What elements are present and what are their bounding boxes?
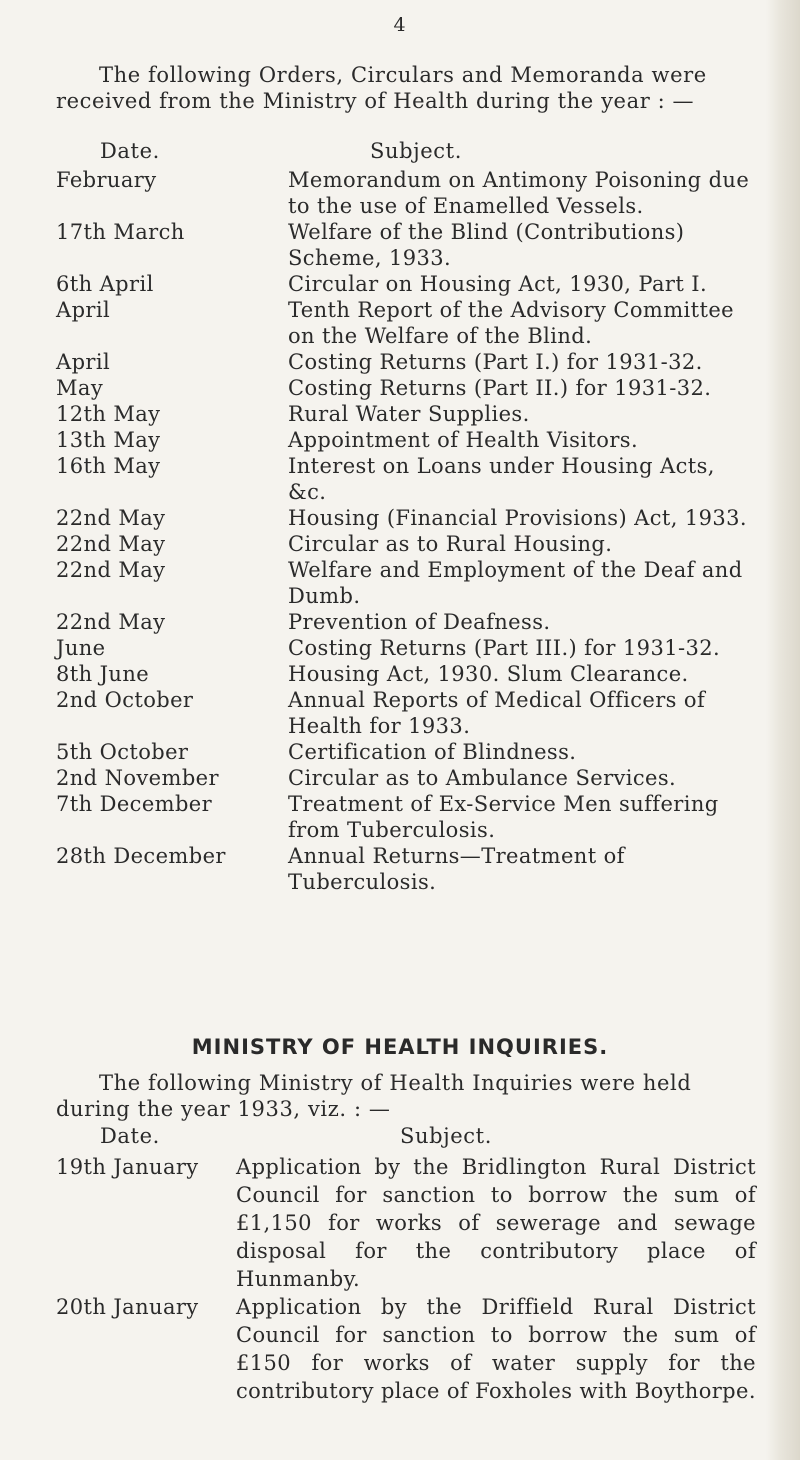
entry-date: 22nd May (56, 506, 166, 530)
entry-subject: Costing Returns (Part I.) for 1931-32. (288, 350, 703, 374)
table-row (56, 791, 756, 843)
entry-subject: Circular on Housing Act, 1930, Part I. (288, 272, 708, 296)
entry-subject: Circular as to Rural Housing. (288, 532, 613, 556)
entry-subject: Tenth Report of the Advisory Committee on the Welfare of the Blind. (288, 298, 734, 348)
entry-subject: Costing Returns (Part II.) for 1931-32. (288, 376, 712, 400)
inquiries-table (56, 1153, 756, 1405)
orders-subject-header: Subject. (370, 139, 462, 163)
entry-date: 6th April (56, 272, 154, 296)
table-row (56, 687, 756, 739)
entry-subject: Housing (Financial Provisions) Act, 1933. (288, 506, 747, 530)
entry-date: April (56, 298, 111, 322)
table-row (56, 453, 756, 505)
table-row (56, 219, 756, 271)
table-row (56, 557, 756, 609)
entry-date: 28th December (56, 844, 226, 868)
table-row (56, 297, 756, 349)
entry-subject: Application by the Driffield Rural District Council for sanction to borrow the sum of £150 for works of water supply for the contributory place of Foxholes with Boythorpe. (236, 1295, 756, 1403)
entry-date: 12th May (56, 402, 161, 426)
entry-date: 22nd May (56, 532, 166, 556)
inquiries-heading: MINISTRY OF HEALTH INQUIRIES. (191, 1035, 609, 1059)
table-row (56, 349, 756, 375)
entry-date: February (56, 168, 157, 192)
entry-subject: Treatment of Ex-Service Men suffering from Tuberculosis. (288, 792, 719, 842)
entry-subject: Welfare of the Blind (Contributions) Scheme, 1933. (288, 220, 685, 270)
entry-date: 17th March (56, 220, 185, 244)
entry-subject: Welfare and Employment of the Deaf and Dumb. (288, 558, 743, 608)
entry-subject: Annual Returns—Treatment of Tuberculosis. (288, 844, 625, 894)
entry-date: 7th December (56, 792, 213, 816)
table-row (56, 609, 756, 635)
entry-date: June (56, 636, 106, 660)
entry-subject: Memorandum on Antimony Poisoning due to the use of Enamelled Vessels. (288, 168, 750, 218)
table-row (56, 765, 756, 791)
orders-intro: The following Orders, Circulars and Memoranda were received from the Ministry of Health during the year : — (56, 63, 707, 113)
table-row (56, 427, 756, 453)
page-edge (766, 0, 800, 1460)
entry-date: 2nd November (56, 766, 219, 790)
page-number: 4 (393, 14, 407, 36)
entry-date: April (56, 350, 111, 374)
entry-subject: Application by the Bridlington Rural District Council for sanction to borrow the sum of £1,150 for works of sewerage and sewage disposal for the contributory place of Hunmanby. (236, 1155, 756, 1291)
table-row (56, 271, 756, 297)
table-row (56, 531, 756, 557)
table-row (56, 843, 756, 895)
table-row (56, 401, 756, 427)
table-row (56, 375, 756, 401)
table-row (56, 167, 756, 219)
entry-subject: Interest on Loans under Housing Acts, &c. (288, 454, 715, 504)
entry-date: 13th May (56, 428, 161, 452)
orders-date-header: Date. (100, 139, 160, 163)
entry-subject: Rural Water Supplies. (288, 402, 530, 426)
entry-date: 20th January (56, 1295, 199, 1319)
table-row (56, 739, 756, 765)
entry-subject: Certification of Blindness. (288, 740, 577, 764)
entry-date: 22nd May (56, 558, 166, 582)
entry-date: 2nd October (56, 688, 194, 712)
entry-date: 5th October (56, 740, 189, 764)
entry-subject: Appointment of Health Visitors. (288, 428, 639, 452)
table-row (56, 1153, 756, 1293)
entry-subject: Costing Returns (Part III.) for 1931-32. (288, 636, 721, 660)
entry-subject: Circular as to Ambulance Services. (288, 766, 677, 790)
orders-table (56, 167, 756, 895)
table-row (56, 635, 756, 661)
entry-subject: Housing Act, 1930. Slum Clearance. (288, 662, 689, 686)
entry-date: 19th January (56, 1155, 199, 1179)
table-row (56, 505, 756, 531)
entry-subject: Prevention of Deafness. (288, 610, 551, 634)
entry-date: 8th June (56, 662, 150, 686)
entry-date: 22nd May (56, 610, 166, 634)
table-row (56, 661, 756, 687)
table-row (56, 1293, 756, 1405)
inquiries-intro: The following Ministry of Health Inquiries were held during the year 1933, viz. : — (56, 1071, 692, 1121)
entry-subject: Annual Reports of Medical Officers of Health for 1933. (288, 688, 706, 738)
entry-date: 16th May (56, 454, 161, 478)
inquiries-date-header: Date. (100, 1124, 160, 1148)
inquiries-subject-header: Subject. (400, 1124, 492, 1148)
entry-date: May (56, 376, 104, 400)
